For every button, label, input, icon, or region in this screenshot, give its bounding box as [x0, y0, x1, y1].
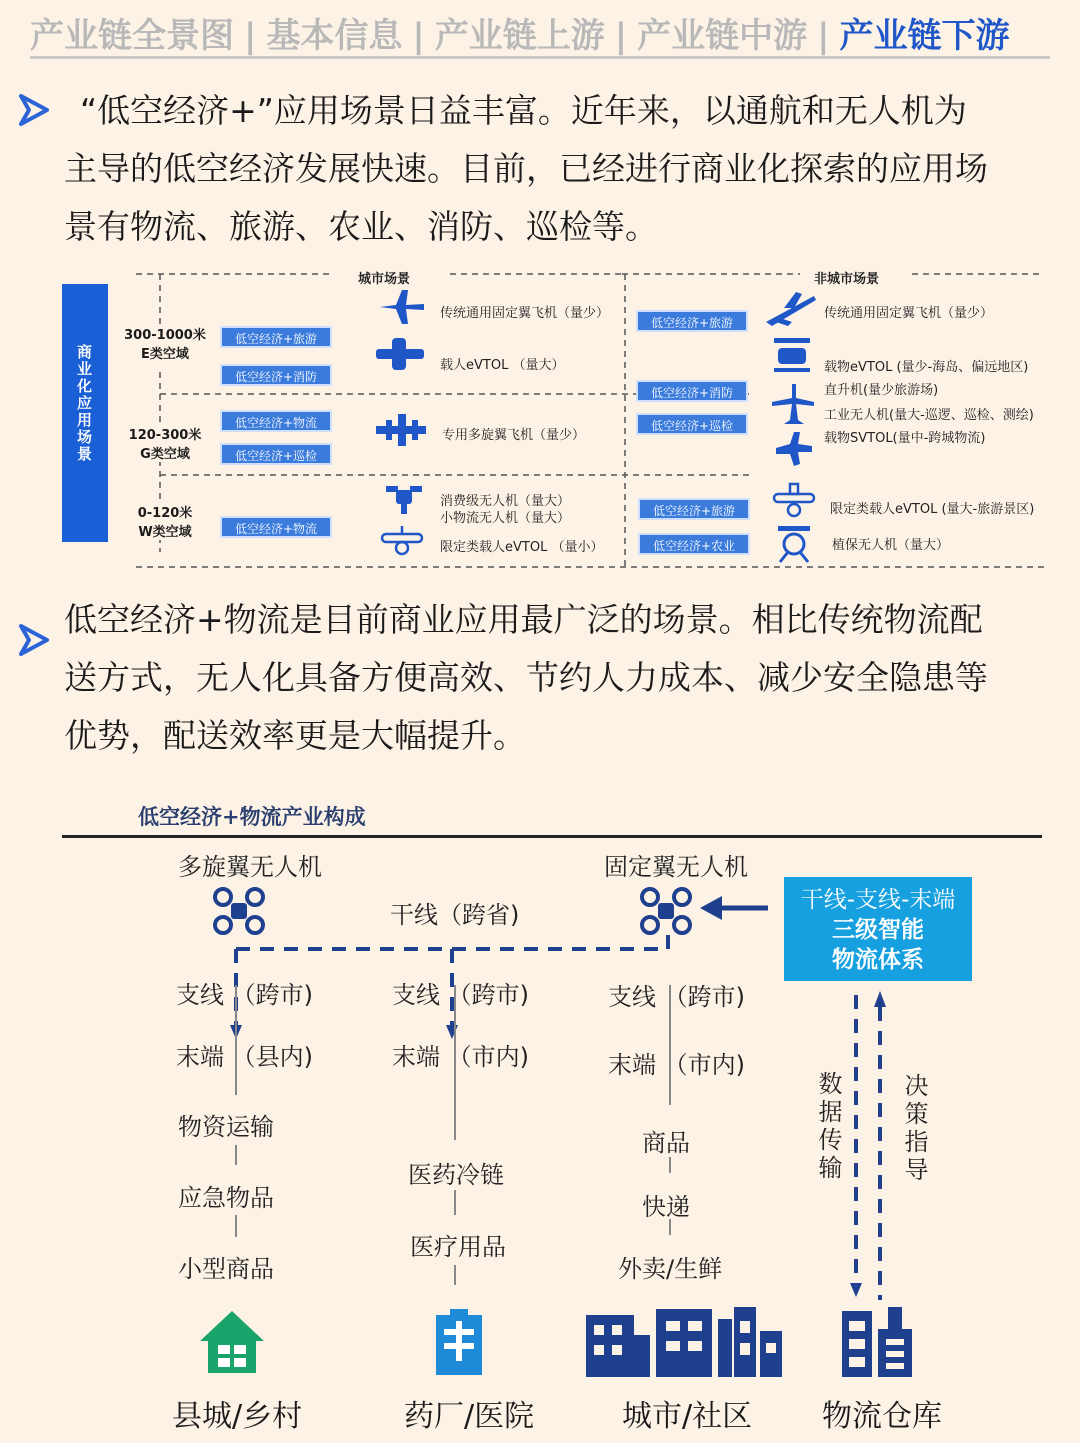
tab-separator: | — [614, 16, 628, 56]
urban-item: 小物流无人机（量大） — [440, 511, 571, 526]
tab-separator: | — [244, 16, 257, 56]
multirotor-label: 多旋翼无人机 — [178, 853, 322, 881]
urban-tag: 低空经济+消防 — [220, 364, 332, 386]
bullet-arrow-icon — [18, 620, 50, 669]
data-transmission-label: 数据传输 — [814, 1071, 842, 1183]
evtol-icon — [374, 336, 426, 376]
decision-guidance-label: 决策指导 — [900, 1073, 928, 1185]
bullet-arrow-icon — [18, 90, 50, 139]
urban-tag: 低空经济+物流 — [220, 516, 332, 538]
item-label: 快递 — [642, 1193, 690, 1221]
nonurban-item: 限定类载人eVTOL (量大-旅游景区) — [830, 502, 1035, 517]
fixedwing-label: 固定翼无人机 — [604, 853, 748, 881]
helicopter-icon — [770, 382, 816, 430]
multirotor-drone-icon — [211, 885, 267, 941]
tab-midstream[interactable]: 产业链中游 — [637, 16, 808, 56]
urban-item: 载人eVTOL （量大） — [440, 358, 565, 373]
airspace-class: E类空域 — [141, 347, 189, 362]
tab-bar — [30, 8, 1050, 59]
urban-tag: 低空经济+旅游 — [220, 326, 332, 348]
system-box-line: 干线-支线-末端 — [800, 887, 956, 913]
fixedwing-drone-icon — [638, 885, 694, 941]
nonurban-item: 载物SVTOL(量中-跨城物流) — [824, 431, 986, 446]
plant-protection-drone-icon — [774, 524, 814, 568]
tab-separator: | — [817, 16, 830, 56]
tab-downstream[interactable]: 产业链下游 — [839, 16, 1010, 56]
tab-upstream[interactable]: 产业链上游 — [434, 16, 605, 56]
multirotor-icon — [374, 412, 428, 452]
nonurban-item: 植保无人机（量大） — [832, 538, 950, 553]
house-icon — [196, 1307, 268, 1381]
system-box-line: 物流体系 — [832, 947, 924, 973]
paragraph-line: 主导的低空经济发展快速。目前，已经进行商业化探索的应用场 — [64, 149, 988, 188]
paragraph-2 — [64, 591, 1064, 765]
urban-item: 限定类载人eVTOL （量小） — [440, 540, 604, 555]
nonurban-tag: 低空经济+旅游 — [636, 310, 748, 332]
paragraph-1 — [64, 82, 1064, 256]
tab-separator: | — [412, 16, 425, 56]
branch-label: 支线 （跨市) — [608, 983, 745, 1011]
fixed-wing-plane-icon — [376, 288, 428, 330]
hospital-icon — [432, 1307, 486, 1381]
passenger-evtol-icon — [772, 482, 816, 524]
industrial-drone-icon — [770, 430, 816, 472]
tab-basic-info[interactable]: 基本信息 — [266, 16, 403, 56]
urban-title: 城市场景 — [354, 268, 414, 287]
item-label: 应急物品 — [178, 1184, 274, 1212]
item-label: 外卖/生鲜 — [618, 1255, 723, 1283]
plane-icon — [762, 288, 818, 332]
item-label: 医疗用品 — [410, 1233, 506, 1261]
urban-item: 消费级无人机（量大） — [440, 494, 571, 509]
branch-label: 支线 （跨市) — [176, 981, 313, 1009]
airspace-w — [120, 502, 210, 540]
nonurban-item: 载物eVTOL (量少-海岛、偏远地区) — [824, 360, 1029, 375]
warehouse-icon — [838, 1303, 918, 1383]
nonurban-tag: 低空经济+农业 — [638, 533, 750, 555]
nonurban-item: 直升机(量少旅游场) — [824, 383, 939, 398]
diagram-title: 低空经济+物流产业构成 — [138, 804, 366, 829]
urban-tag: 低空经济+巡检 — [220, 443, 332, 465]
cargo-evtol-icon — [770, 336, 814, 378]
nonurban-tag: 低空经济+巡检 — [636, 413, 748, 435]
airspace-g — [120, 424, 210, 462]
paragraph-line: 景有物流、旅游、农业、消防、巡检等。 — [64, 207, 658, 246]
system-box-line: 三级智能 — [832, 917, 924, 943]
place-label: 城市/社区 — [622, 1399, 753, 1434]
item-label: 商品 — [642, 1129, 690, 1157]
paragraph-line: “低空经济+”应用场景日益丰富。近年来，以通航和无人机为 — [80, 91, 967, 130]
item-label: 小型商品 — [178, 1255, 274, 1283]
nonurban-tag: 低空经济+旅游 — [638, 498, 750, 520]
end-label: 末端 （市内) — [392, 1043, 529, 1071]
airspace-e — [120, 324, 210, 362]
nonurban-item: 工业无人机(量大-巡逻、巡检、测绘) — [824, 408, 1034, 423]
nonurban-tag: 低空经济+消防 — [636, 380, 748, 402]
side-label: 商业化应用场景 — [75, 344, 93, 463]
item-label: 医药冷链 — [408, 1161, 504, 1189]
urban-item: 专用多旋翼飞机（量少） — [442, 428, 586, 443]
paragraph-line: 低空经济+物流是目前商业应用最广泛的场景。相比传统物流配 — [64, 600, 983, 639]
passenger-evtol-icon — [380, 524, 424, 562]
place-label: 县城/乡村 — [172, 1399, 303, 1434]
warehouse-label: 物流仓库 — [822, 1399, 942, 1434]
urban-item: 传统通用固定翼飞机（量少） — [440, 306, 610, 321]
airspace-class: W类空域 — [138, 525, 192, 540]
end-label: 末端 （县内) — [176, 1043, 313, 1071]
logistics-industry-diagram — [0, 795, 1080, 1443]
airspace-range: 0-120米 — [137, 506, 193, 521]
branch-label: 支线 （跨市) — [392, 981, 529, 1009]
airspace-range: 300-1000米 — [124, 328, 206, 343]
nonurban-item: 传统通用固定翼飞机（量少） — [824, 306, 994, 321]
application-scenarios-diagram — [62, 262, 1048, 572]
drone-icon — [384, 482, 424, 520]
nonurban-title: 非城市场景 — [810, 268, 883, 287]
city-buildings-icon — [584, 1305, 784, 1383]
end-label: 末端 （市内) — [608, 1051, 745, 1079]
paragraph-line: 送方式，无人化具备方便高效、节约人力成本、减少安全隐患等 — [64, 658, 988, 697]
paragraph-line: 优势，配送效率更是大幅提升。 — [64, 716, 526, 755]
airspace-range: 120-300米 — [128, 428, 202, 443]
airspace-class: G类空域 — [140, 447, 190, 462]
item-label: 物资运输 — [178, 1113, 274, 1141]
place-label: 药厂/医院 — [404, 1399, 535, 1434]
urban-tag: 低空经济+物流 — [220, 410, 332, 432]
three-level-system-box — [784, 877, 972, 981]
tab-panorama[interactable]: 产业链全景图 — [30, 16, 234, 56]
trunk-label: 干线（跨省) — [390, 901, 520, 929]
